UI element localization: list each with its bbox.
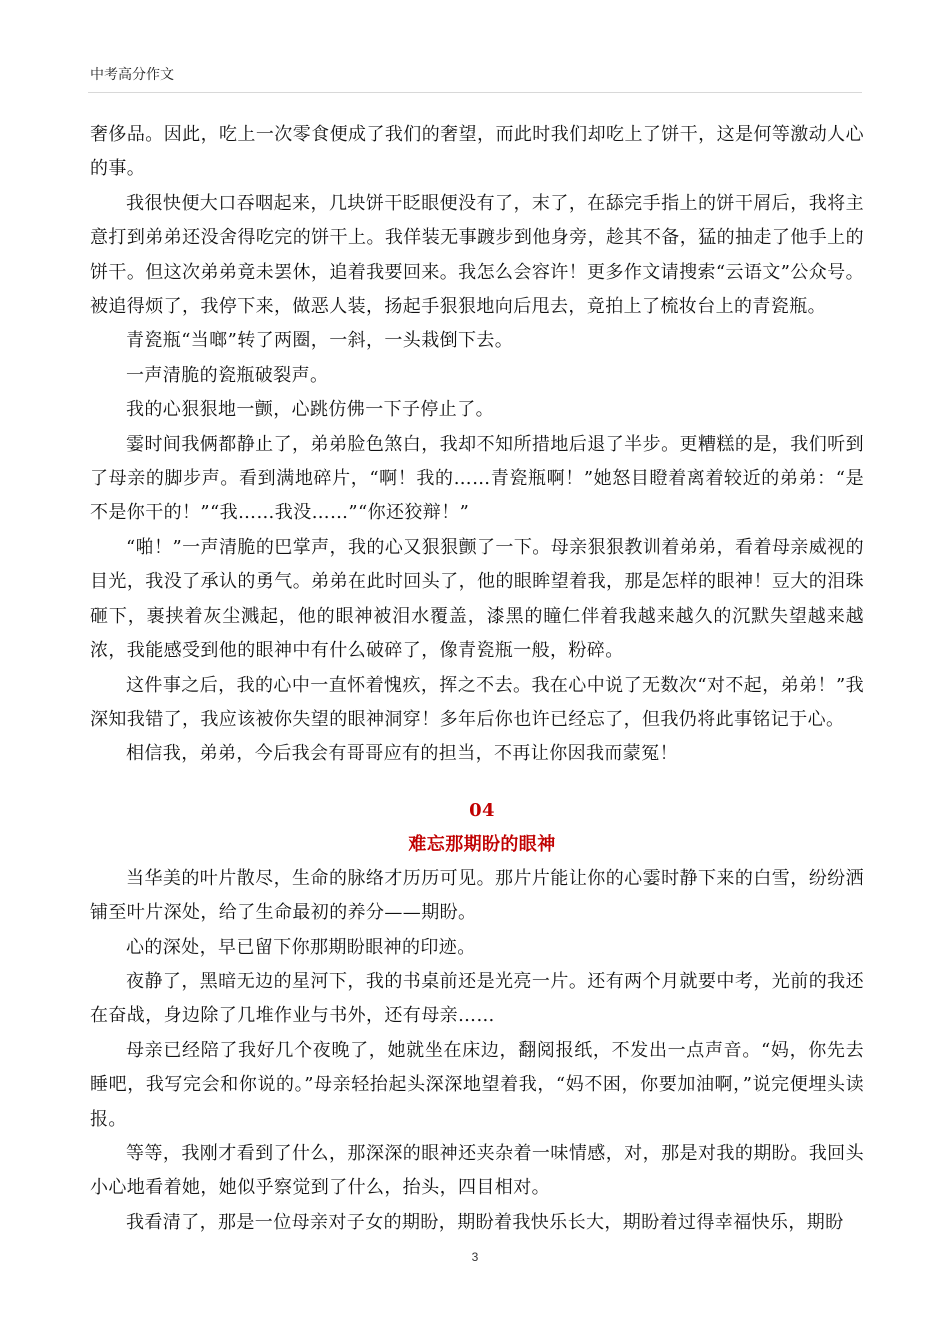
page-number: 3 — [471, 1250, 479, 1264]
paragraph: 母亲已经陪了我好几个夜晚了，她就坐在床边，翻阅报纸，不发出一点声音。“妈，你先去睡吧，我写完会和你说的。”母亲轻抬起头深深地望着我，“妈不困，你要加油啊，”说完便埋头读报。 — [90, 1039, 864, 1130]
paragraph: 一声清脆的瓷瓶破裂声。 — [126, 364, 329, 386]
paragraph: 我的心狠狠地一颤，心跳仿佛一下子停止了。 — [126, 399, 494, 421]
paragraph: 我看清了，那是一位母亲对子女的期盼，期盼着我快乐长大，期盼着过得幸福快乐，期盼 — [126, 1211, 844, 1233]
paragraph: 这件事之后，我的心中一直怀着愧疚，挥之不去。我在心中说了无数次“对不起，弟弟！”我深知我错了，我应该被你失望的眼神洞穿！多年后你也许已经忘了，但我仍将此事铭记于心。 — [90, 674, 864, 730]
paragraph: 霎时间我俩都静止了，弟弟脸色煞白，我却不知所措地后退了半步。更糟糕的是，我们听到了母亲的脚步声。看到满地碎片，“啊！我的……青瓷瓶啊！”她怒目瞪着离着较近的弟弟：“是不是你干的！”“我……我没……”“你还狡辩！” — [90, 433, 864, 524]
paragraph: 奢侈品。因此，吃上一次零食便成了我们的奢望，而此时我们却吃上了饼干，这是何等激动人心的事。 — [90, 124, 864, 180]
paragraph: 当华美的叶片散尽，生命的脉络才历历可见。那片片能让你的心霎时静下来的白雪，纷纷洒铺至叶片深处，给了生命最初的养分——期盼。 — [90, 867, 864, 924]
paragraph: 心的深处，早已留下你那期盼眼神的印迹。 — [126, 936, 476, 958]
header-divider — [88, 92, 862, 93]
article-body — [90, 118, 864, 1240]
paragraph: 夜静了，黑暗无边的星河下，我的书桌前还是光亮一片。还有两个月就要中考，光前的我还在奋战，身边除了几堆作业与书外，还有母亲…… — [90, 970, 864, 1027]
paragraph: 我很快便大口吞咽起来，几块饼干眨眼便没有了，末了，在舔完手指上的饼干屑后，我将主意打到弟弟还没舍得吃完的饼干上。我佯装无事踱步到他身旁，趁其不备，猛的抽走了他手上的饼干。但这次弟弟竟未罢休，追着我要回来。我怎么会容许！更多作文请搜索“云语文”公众号。被追得烦了，我停下来，做恶人装，扬起手狠狠地向后甩去，竟拍上了梳妆台上的青瓷瓶。 — [90, 192, 864, 318]
paragraph: “啪！”一声清脆的巴掌声，我的心又狠狠颤了一下。母亲狠狠教训着弟弟，看着母亲威视的目光，我没了承认的勇气。弟弟在此时回头了，他的眼眸望着我，那是怎样的眼神！豆大的泪珠砸下，裹挟着灰尘溅起，他的眼神被泪水覆盖，漆黑的瞳仁伴着我越来越久的沉默失望越来越浓，我能感受到他的眼神中有什么破碎了，像青瓷瓶一般，粉碎。 — [90, 536, 864, 662]
section-number: 04 — [469, 799, 495, 821]
paragraph: 等等，我刚才看到了什么，那深深的眼神还夹杂着一味情感，对，那是对我的期盼。我回头小心地看着她，她似乎察觉到了什么，抬头，四目相对。 — [90, 1142, 864, 1199]
paragraph: 青瓷瓶“当啷”转了两圈，一斜，一头栽倒下去。 — [126, 330, 514, 352]
section-title: 难忘那期盼的眼神 — [408, 833, 556, 855]
section-spacer — [90, 772, 864, 794]
page-header: 中考高分作文 — [90, 67, 174, 83]
paragraph: 相信我，弟弟，今后我会有哥哥应有的担当，不再让你因我而蒙冤！ — [126, 743, 678, 765]
